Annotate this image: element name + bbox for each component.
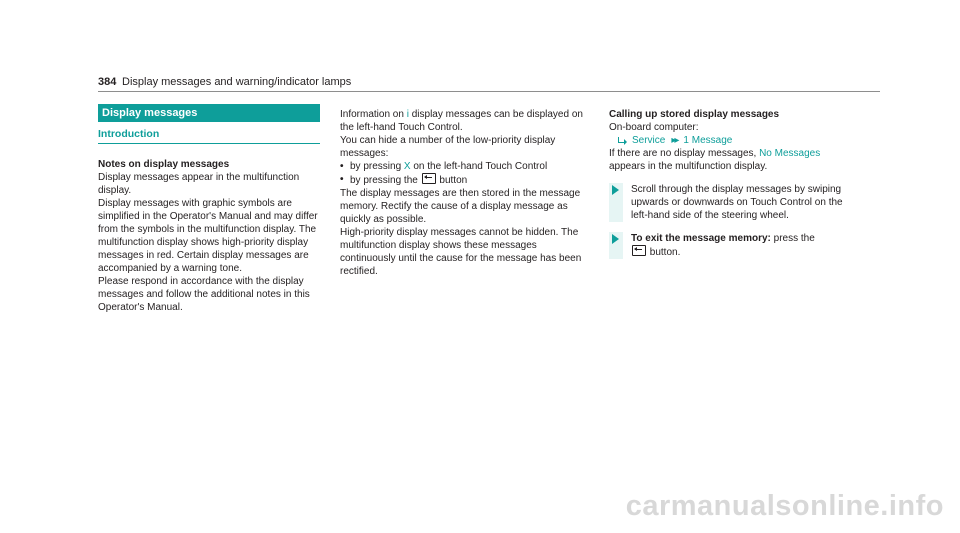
page-header <box>98 76 880 92</box>
paragraph <box>340 108 583 134</box>
path-message: 1 Message <box>683 135 733 146</box>
notes-heading: Notes on display messages <box>98 159 230 170</box>
paragraph: The display messages are then stored in the message memory. Rectify the cause of a display message as quickly as possible. <box>340 188 581 225</box>
onboard-label: On-board computer: <box>609 122 699 133</box>
step-arrow-icon <box>609 232 623 259</box>
paragraph: High-priority display messages cannot be hidden. The multifunction display shows these messages continuously until the cause for the message has been rectified. <box>340 227 582 277</box>
paragraph <box>609 147 858 173</box>
column-2 <box>340 108 583 278</box>
paragraph: You can hide a number of the low-priority display messages: <box>340 135 556 159</box>
no-messages-label: No Messages <box>759 148 821 159</box>
list-item <box>340 173 583 187</box>
path-service: Service <box>632 135 666 146</box>
list-item-text <box>350 160 547 173</box>
text: by pressing the <box>350 175 421 186</box>
text: Information on <box>340 109 407 120</box>
column-1 <box>98 104 320 314</box>
list-item-text <box>350 173 467 187</box>
back-button-icon <box>422 173 436 184</box>
text: button. <box>647 247 681 258</box>
text: button <box>436 175 468 186</box>
step-text: Scroll through the display messages by swiping upwards or downwards on Touch Control on the left-hand side of the steering wheel. <box>631 184 843 221</box>
text: display messages can be displayed on the left-hand Touch Control. <box>340 109 583 133</box>
menu-path <box>609 134 858 147</box>
back-button-icon <box>632 245 646 256</box>
text: by pressing <box>350 161 404 172</box>
text: press the <box>770 233 815 244</box>
x-key-label: X <box>403 161 411 172</box>
bullet-icon: • <box>340 174 344 185</box>
step-arrow-icon <box>609 183 623 222</box>
double-chevron-icon: ▸▸ <box>671 135 678 146</box>
section-heading: Calling up stored display messages <box>609 109 780 120</box>
page-header-title: Display messages and warning/indicator lamps <box>122 76 352 88</box>
text: If there are no display messages, <box>609 148 760 159</box>
page-number: 384 <box>98 76 117 88</box>
text: appears in the multifunction display. <box>609 161 768 172</box>
bullet-icon: • <box>340 161 344 172</box>
step-bold-text: To exit the message memory: <box>631 233 771 244</box>
list-item <box>340 160 583 173</box>
section-title: Display messages <box>98 104 320 122</box>
paragraph: Display messages with graphic symbols are simplified in the Operator's Manual and may differ from the symbols in the multifunction display. The multifunction display shows high-priority display messages in red. Certain display messages are accompanied by a warning tone. <box>98 198 318 274</box>
menu-path-arrow-icon <box>617 137 627 145</box>
column-3 <box>609 108 858 259</box>
instruction-step <box>609 232 858 259</box>
subheading-introduction: Introduction <box>98 128 320 144</box>
paragraph: Display messages appear in the multifunction display. <box>98 172 300 196</box>
instruction-step <box>609 183 858 222</box>
watermark: carmanualsonline.info <box>625 490 944 522</box>
step-text <box>631 232 858 259</box>
info-symbol: i <box>406 109 409 120</box>
paragraph: Please respond in accordance with the display messages and follow the additional notes in this Operator's Manual. <box>98 276 310 313</box>
text: on the left-hand Touch Control <box>410 161 548 172</box>
